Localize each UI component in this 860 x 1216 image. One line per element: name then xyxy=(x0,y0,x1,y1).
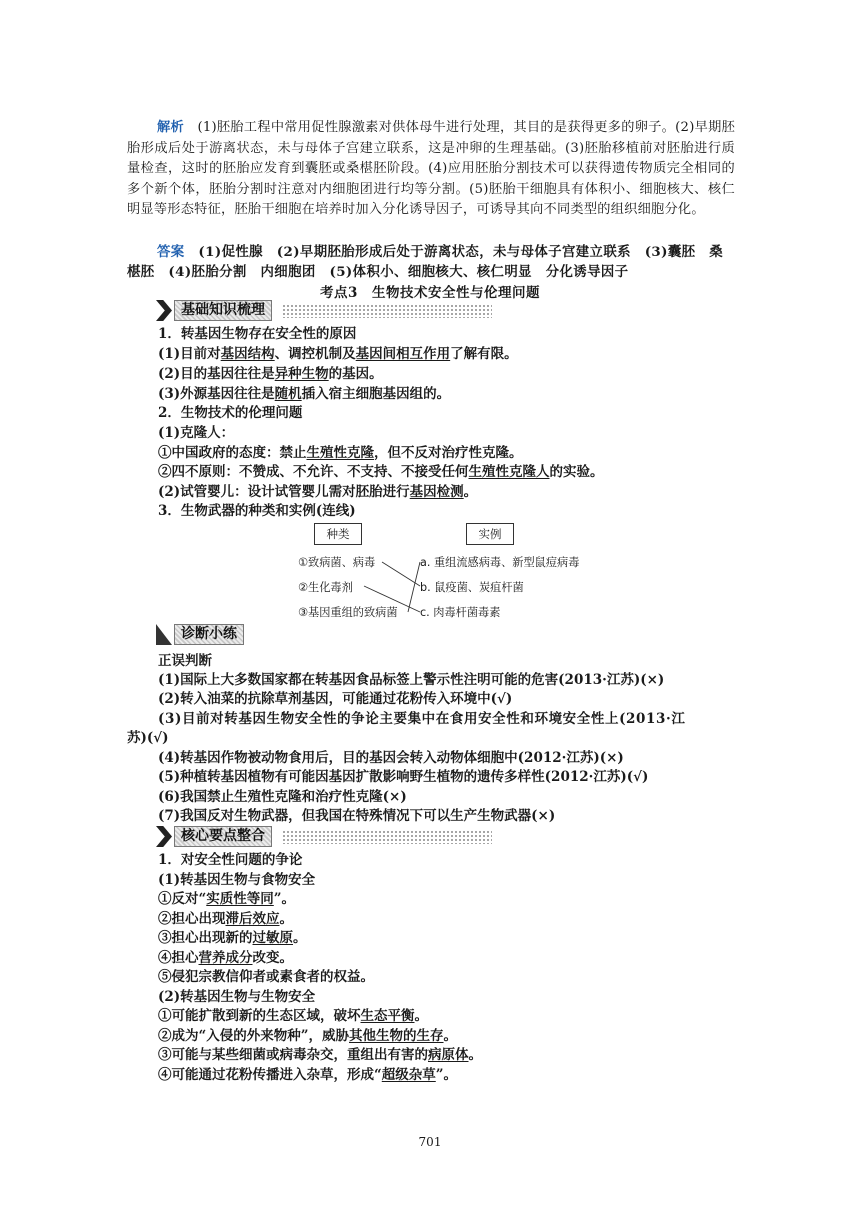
diagram-left-3: ③基因重组的致病菌 xyxy=(298,606,398,619)
tf-item-6: (6)我国禁止生殖性克隆和治疗性克隆(×) xyxy=(158,789,407,805)
k1-g: ②成为“入侵的外来物种”，威胁其他生物的生存。 xyxy=(158,1028,458,1044)
k1-e: ⑤侵犯宗教信仰者或素食者的权益。 xyxy=(158,969,374,985)
tf-item-3-cont: 苏)(√) xyxy=(127,730,169,746)
s1-line1: (1)目前对基因结构、调控机制及基因间相互作用了解有限。 xyxy=(158,346,518,362)
answer-text: (1)促性腺 (2)早期胚胎形成后处于游离状态，未与母体子宫建立联系 (3)囊胚 桑椹胚 (4)胚胎分割 内细胞团 (5)体积小、细胞核大、核仁明显 分化诱导因子 xyxy=(127,244,724,280)
banner-diagnosis xyxy=(156,624,244,645)
banner-label: 诊断小练 xyxy=(174,624,244,645)
diagram-head-right: 实例 xyxy=(466,523,514,545)
line-2-c xyxy=(364,586,420,612)
banner-label: 基础知识梳理 xyxy=(174,300,272,321)
s2-title: 2．生物技术的伦理问题 xyxy=(158,405,303,421)
page-number: 701 xyxy=(418,1135,442,1149)
tf-item-1: (1)国际上大多数国家都在转基因食品标签上警示性注明可能的危害(2013·江苏)(×) xyxy=(158,672,665,688)
s2-line2: ①中国政府的态度：禁止生殖性克隆，但不反对治疗性克隆。 xyxy=(158,445,523,461)
banner-dots xyxy=(282,830,492,844)
tf-item-4: (4)转基因作物被动物食用后，目的基因会转入动物体细胞中(2012·江苏)(×) xyxy=(158,750,624,766)
k1-a: ①反对“实质性等同”。 xyxy=(158,891,296,907)
banner-dots xyxy=(282,304,492,318)
banner-arrow-icon xyxy=(156,826,172,847)
s1-line2: (2)目的基因往往是异种生物的基因。 xyxy=(158,366,383,382)
s2-line1: (1)克隆人： xyxy=(158,425,235,441)
k1-i: ④可能通过花粉传播进入杂草，形成“超级杂草”。 xyxy=(158,1067,458,1083)
k1-b: ②担心出现滞后效应。 xyxy=(158,911,293,927)
k1-sub1: (1)转基因生物与食物安全 xyxy=(158,872,316,888)
s1-title: 1．转基因生物存在安全性的原因 xyxy=(158,326,357,342)
diagram-right-c: c. 肉毒杆菌毒素 xyxy=(420,606,501,619)
diagram-left-1: ①致病菌、病毒 xyxy=(298,556,376,569)
k1-sub2: (2)转基因生物与生物安全 xyxy=(158,989,316,1005)
line-3-a xyxy=(408,562,420,612)
diagram-right-a: a. 重组流感病毒、新型鼠痘病毒 xyxy=(420,556,580,569)
analysis-text: (1)胚胎工程中常用促性腺激素对供体母牛进行处理，其目的是获得更多的卵子。(2)早期胚胎形成后处于游离状态，未与母体子宫建立联系，这是冲卵的生理基础。(3)胚胎移植前对胚胎进行质量检查，这时的胚胎应发育到囊胚或桑椹胚阶段。(4)应用胚胎分割技术可以获得遗传物质完全相同的多个新个体，胚胎分割时注意对内细胞团进行均等分割。(5)胚胎干细胞具有体积小、细胞核大、核仁明显等形态特征，胚胎干细胞在培养时加入分化诱导因子，可诱导其向不同类型的组织细胞分化。 xyxy=(127,120,736,218)
matching-diagram xyxy=(290,520,610,620)
diagram-head-left: 种类 xyxy=(314,523,362,545)
banner-core-points xyxy=(156,826,492,847)
tf-item-3: (3)目前对转基因生物安全性的争论主要集中在食用安全性和环境安全性上(2013·江 xyxy=(158,711,686,727)
line-1-b xyxy=(382,562,420,586)
k1-title: 1．对安全性问题的争论 xyxy=(158,852,303,868)
true-false-title: 正误判断 xyxy=(158,653,212,669)
answer-paragraph xyxy=(127,242,735,282)
answer-label: 答案 xyxy=(157,244,185,260)
tf-item-2: (2)转入油菜的抗除草剂基因，可能通过花粉传入环境中(√) xyxy=(158,691,513,707)
k1-h: ③可能与某些细菌或病毒杂交，重组出有害的病原体。 xyxy=(158,1047,482,1063)
diagram-connector-lines xyxy=(290,520,610,620)
banner-arrow-icon xyxy=(156,300,172,321)
s2-line4: (2)试管婴儿：设计试管婴儿需对胚胎进行基因检测。 xyxy=(158,484,478,500)
diagram-left-2: ②生化毒剂 xyxy=(298,581,353,594)
s1-line3: (3)外源基因往往是随机插入宿主细胞基因组的。 xyxy=(158,386,451,402)
banner-arrow-icon xyxy=(156,624,172,645)
banner-basic-knowledge xyxy=(156,300,492,321)
k1-d: ④担心营养成分改变。 xyxy=(158,950,293,966)
k1-f: ①可能扩散到新的生态区域，破坏生态平衡。 xyxy=(158,1008,428,1024)
s2-line3: ②四不原则：不赞成、不允许、不支持、不接受任何生殖性克隆人的实验。 xyxy=(158,464,604,480)
analysis-label: 解析 xyxy=(157,120,184,135)
k1-c: ③担心出现新的过敏原。 xyxy=(158,930,307,946)
tf-item-5: (5)种植转基因植物有可能因基因扩散影响野生植物的遗传多样性(2012·江苏)(√) xyxy=(158,769,649,785)
banner-label: 核心要点整合 xyxy=(174,826,272,847)
s3-title: 3．生物武器的种类和实例(连线) xyxy=(158,503,356,519)
section-title: 考点3 生物技术安全性与伦理问题 xyxy=(320,285,540,301)
analysis-paragraph xyxy=(127,118,735,221)
diagram-right-b: b. 鼠疫菌、炭疽杆菌 xyxy=(420,581,524,594)
tf-item-7: (7)我国反对生物武器，但我国在特殊情况下可以生产生物武器(×) xyxy=(158,808,556,824)
